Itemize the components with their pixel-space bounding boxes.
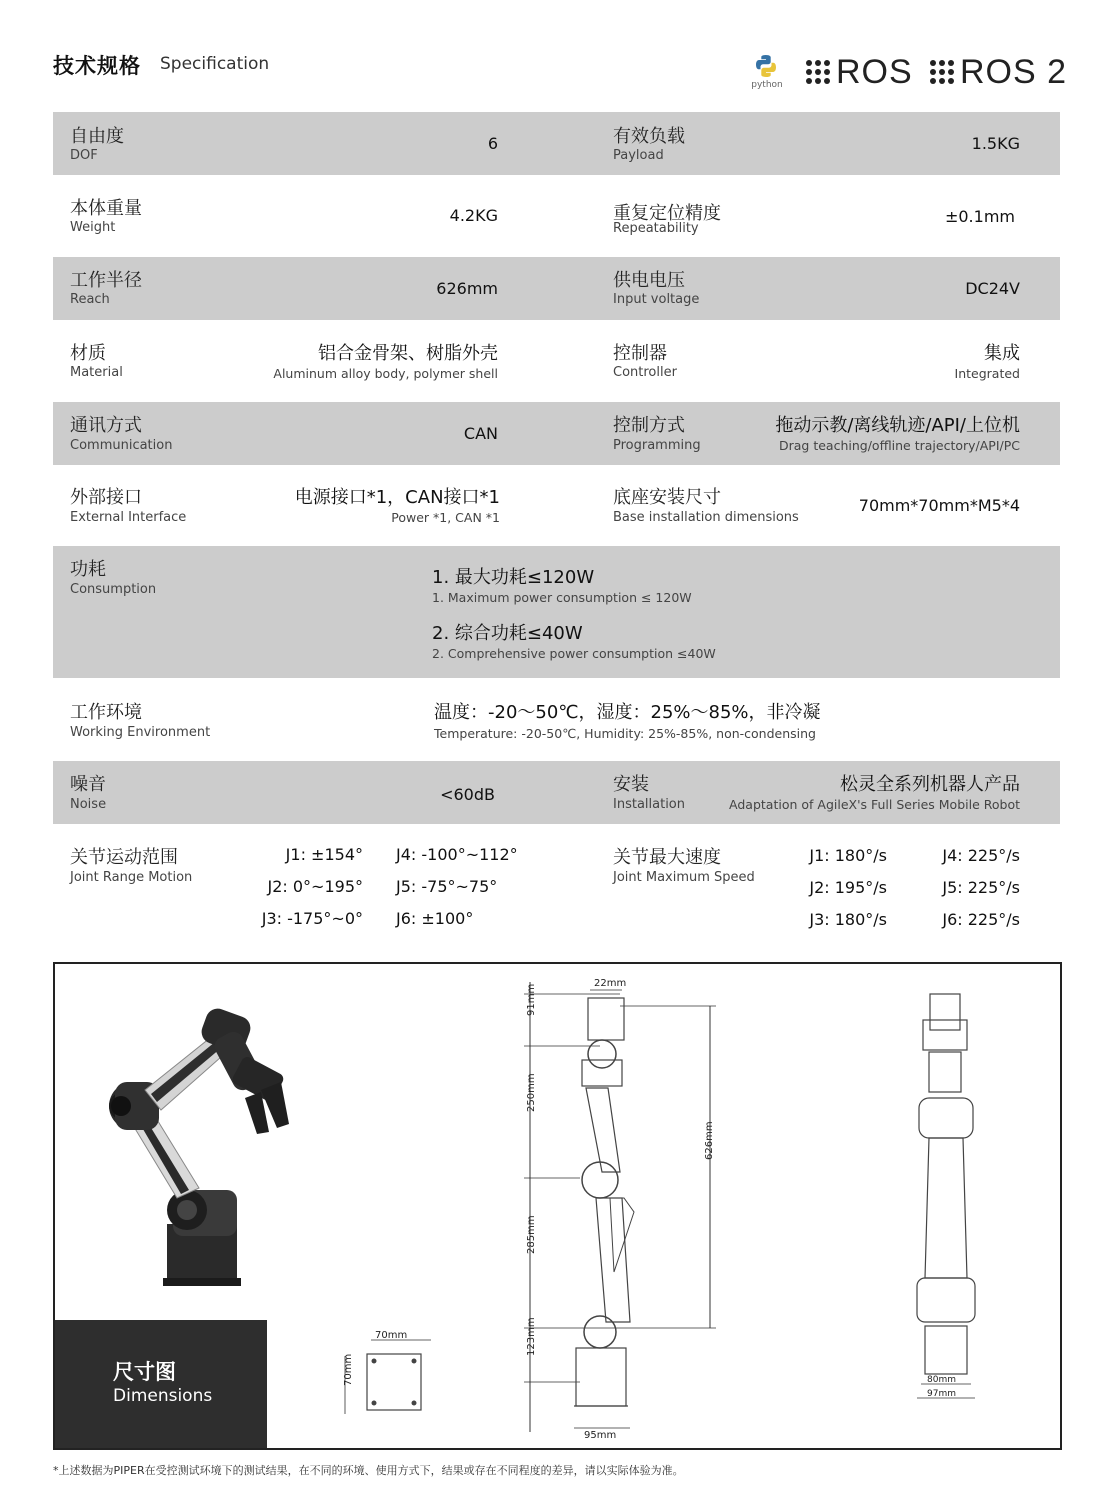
- material-value-cn: 铝合金骨架、树脂外壳: [318, 343, 498, 364]
- dof-value: 6: [487, 134, 498, 153]
- installation-value-en: Adaptation of AgileX's Full Series Mobile Robot: [729, 797, 1020, 812]
- dim-123-label: 123mm: [526, 1317, 537, 1356]
- joint-range-j3: J3: -175°~0°: [261, 909, 363, 928]
- payload-label-cn: 有效负载: [613, 126, 685, 147]
- consumption-label-cn: 功耗: [70, 559, 106, 580]
- dim-95-label: 95mm: [584, 1430, 617, 1441]
- dof-label-en: DOF: [70, 148, 98, 163]
- spec-row-environment: [53, 688, 1060, 751]
- base-label-cn: 底座安装尺寸: [613, 487, 721, 508]
- dim-70h-label: 70mm: [343, 1353, 354, 1386]
- material-value-en: Aluminum alloy body, polymer shell: [273, 366, 498, 381]
- reach-label-cn: 工作半径: [70, 270, 142, 291]
- interface-label-cn: 外部接口: [70, 487, 142, 508]
- base-top-view-drawing: [327, 1326, 447, 1426]
- joint-range-label-en: Joint Range Motion: [70, 870, 193, 885]
- dim-80-label: 80mm: [927, 1375, 956, 1385]
- interface-value-cn: 电源接口*1，CAN接口*1: [294, 487, 500, 508]
- page-header: [0, 0, 1113, 112]
- spec-row-noise-installation: [53, 761, 1060, 824]
- consumption-line1-cn: 1. 最大功耗≤120W: [432, 567, 595, 588]
- dim-91-label: 91mm: [526, 983, 537, 1016]
- dim-97-label: 97mm: [927, 1389, 956, 1399]
- spec-row-reach-voltage: [53, 257, 1060, 320]
- material-label-en: Material: [70, 365, 123, 380]
- installation-value-cn: 松灵全系列机器人产品: [840, 774, 1020, 795]
- ros-dots-icon: [806, 60, 830, 84]
- dimensions-label-block: [55, 1320, 267, 1448]
- noise-label-cn: 噪音: [70, 774, 106, 795]
- reach-value: 626mm: [436, 279, 498, 298]
- repeatability-value: ±0.1mm: [944, 207, 1015, 226]
- dimensions-title-en: Dimensions: [113, 1386, 213, 1406]
- environment-value-cn: 温度：-20～50℃，湿度：25%～85%，非冷凝: [434, 702, 821, 723]
- weight-value: 4.2KG: [449, 206, 498, 225]
- joint-speed-j4: J4: 225°/s: [942, 846, 1020, 865]
- spec-row-joints: [53, 833, 1060, 943]
- title-en: Specification: [160, 54, 270, 74]
- voltage-label-cn: 供电电压: [613, 270, 685, 291]
- joint-speed-j1: J1: 180°/s: [809, 846, 887, 865]
- voltage-value: DC24V: [965, 279, 1020, 298]
- dim-22-label: 22mm: [594, 978, 627, 989]
- dimensions-panel: [53, 962, 1062, 1450]
- spec-row-consumption: [53, 546, 1060, 678]
- noise-label-en: Noise: [70, 797, 107, 812]
- ros-label: ROS: [836, 52, 913, 91]
- dim-285-label: 285mm: [526, 1215, 537, 1254]
- side-view-drawing: [510, 972, 780, 1442]
- python-label: python: [751, 80, 783, 90]
- joint-speed-label-en: Joint Maximum Speed: [613, 870, 755, 885]
- joint-speed-label-cn: 关节最大速度: [613, 847, 721, 868]
- joint-range-j4: J4: -100°~112°: [396, 845, 518, 864]
- joint-range-j5: J5: -75°~75°: [396, 877, 498, 896]
- communication-label-en: Communication: [70, 438, 173, 453]
- controller-value-cn: 集成: [984, 343, 1020, 364]
- joint-speed-j5: J5: 225°/s: [942, 878, 1020, 897]
- joint-range-j1: J1: ±154°: [285, 845, 363, 864]
- consumption-label-en: Consumption: [70, 582, 157, 597]
- joint-range-label-cn: 关节运动范围: [70, 847, 178, 868]
- ros-logo: [806, 54, 913, 90]
- environment-label-en: Working Environment: [70, 725, 211, 740]
- controller-value-en: Integrated: [954, 366, 1020, 381]
- controller-label-cn: 控制器: [613, 343, 667, 364]
- joint-speed-j2: J2: 195°/s: [809, 878, 887, 897]
- dim-626-label: 626mm: [704, 1121, 715, 1160]
- controller-label-en: Controller: [613, 365, 677, 380]
- environment-value-en: Temperature: -20-50℃, Humidity: 25%-85%, non-condensing: [434, 726, 816, 741]
- python-logo: [748, 54, 786, 94]
- noise-value: <60dB: [440, 785, 495, 804]
- ros2-label: ROS 2: [960, 52, 1068, 91]
- joint-range-j2: J2: 0°~195°: [267, 877, 363, 896]
- environment-label-cn: 工作环境: [70, 702, 142, 723]
- programming-label-cn: 控制方式: [613, 415, 685, 436]
- repeatability-label-en: Repeatability: [613, 221, 699, 236]
- spec-row-weight-repeatability: [53, 185, 1060, 248]
- ros2-logo: [930, 54, 1067, 90]
- repeatability-label-cn: 重复定位精度: [613, 203, 721, 224]
- base-value: 70mm*70mm*M5*4: [858, 496, 1020, 515]
- consumption-line1-en: 1. Maximum power consumption ≤ 120W: [432, 590, 692, 605]
- interface-label-en: External Interface: [70, 510, 187, 525]
- title-cn: 技术规格: [53, 54, 141, 78]
- joint-speed-j6: J6: 225°/s: [942, 910, 1020, 929]
- programming-value-cn: 拖动示教/离线轨迹/API/上位机: [775, 415, 1020, 436]
- spec-row-material-controller: [53, 330, 1060, 393]
- installation-label-cn: 安装: [613, 774, 649, 795]
- payload-label-en: Payload: [613, 148, 664, 163]
- programming-value-en: Drag teaching/offline trajectory/API/PC: [779, 438, 1020, 453]
- spec-row-communication-programming: [53, 402, 1060, 465]
- installation-label-en: Installation: [613, 797, 686, 812]
- joint-range-j6: J6: ±100°: [396, 909, 474, 928]
- material-label-cn: 材质: [70, 343, 106, 364]
- communication-label-cn: 通讯方式: [70, 415, 142, 436]
- dof-label-cn: 自由度: [70, 126, 124, 147]
- weight-label-en: Weight: [70, 220, 116, 235]
- spec-row-interface-base: [53, 474, 1060, 537]
- weight-label-cn: 本体重量: [70, 198, 142, 219]
- programming-label-en: Programming: [613, 438, 701, 453]
- dim-250-label: 250mm: [526, 1073, 537, 1112]
- reach-label-en: Reach: [70, 292, 110, 307]
- consumption-line2-en: 2. Comprehensive power consumption ≤40W: [432, 646, 716, 661]
- consumption-line2-cn: 2. 综合功耗≤40W: [432, 623, 583, 644]
- interface-value-en: Power *1, CAN *1: [391, 510, 500, 525]
- voltage-label-en: Input voltage: [613, 292, 700, 307]
- robot-arm-image: [85, 994, 345, 1294]
- payload-value: 1.5KG: [971, 134, 1020, 153]
- footnote: *上述数据为PIPER在受控测试环境下的测试结果，在不同的环境、使用方式下，结果或存在不同程度的差异，请以实际体验为准。: [53, 1464, 684, 1477]
- dim-70w-label: 70mm: [375, 1330, 408, 1341]
- base-label-en: Base installation dimensions: [613, 510, 799, 525]
- python-icon: [754, 54, 778, 78]
- communication-value: CAN: [463, 424, 498, 443]
- dimensions-title-cn: 尺寸图: [113, 1360, 176, 1384]
- ros2-dots-icon: [930, 60, 954, 84]
- joint-speed-j3: J3: 180°/s: [809, 910, 887, 929]
- spec-row-dof-payload: [53, 112, 1060, 175]
- front-view-drawing: [895, 988, 1005, 1418]
